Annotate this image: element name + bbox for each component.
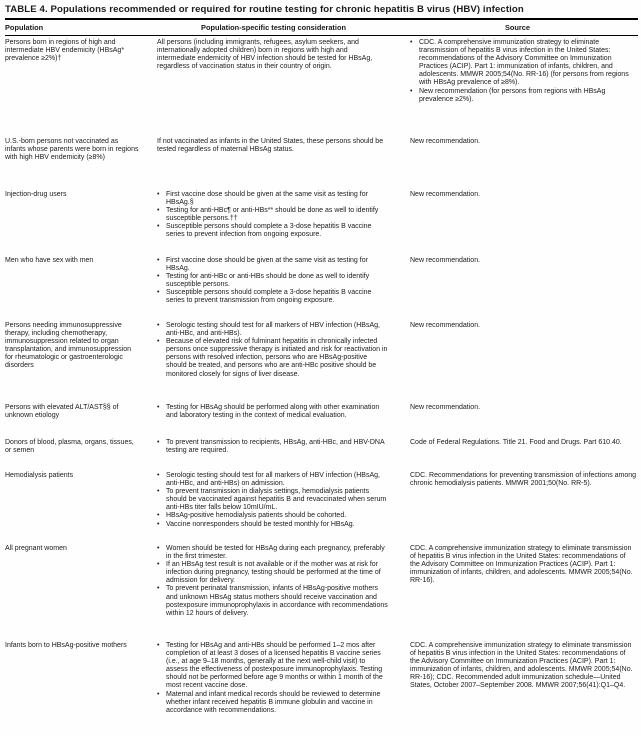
consideration-item	[157, 545, 388, 561]
bullet-icon: •	[157, 207, 160, 215]
table-rows	[5, 39, 638, 736]
source-text: CDC. A comprehensive immunization strategy to eliminate transmission of hepatitis B virus infection in the United States: recommendations of the Advisory Committee on Immunization Practices (ACIP). Part 1: immunization of infants, children, and adolescents. MMWR 2005;54(No. RR-16).	[410, 545, 633, 585]
bullet-icon: •	[157, 642, 160, 649]
source-text: CDC. A comprehensive immunization strategy to eliminate transmission of hepatitis B virus infection in the United States: recommendations of the Advisory Committee on Immunization Practices (ACIP). Part 1: immunization of infants, children, and adolescents. MMWR 2005;54(No. RR-16); CDC. Recommended adult immunization schedule—United States, October 2007–September 2008. MMWR 2007;56(41):Q1–Q4.	[410, 642, 633, 690]
considerations-cell	[150, 642, 397, 715]
source-cell	[397, 39, 638, 104]
consideration-item	[157, 207, 388, 223]
table-row	[5, 322, 638, 404]
considerations-cell	[150, 191, 397, 240]
considerations-cell	[150, 322, 397, 379]
bullet-icon: •	[157, 561, 160, 569]
consideration-text: HBsAg-positive hemodialysis patients should be cohorted.	[166, 512, 347, 520]
consideration-item	[157, 273, 388, 289]
consideration-item	[157, 289, 388, 305]
consideration-item	[157, 691, 388, 715]
header-rule	[5, 35, 638, 36]
source-cell	[397, 322, 638, 330]
consideration-text: If an HBsAg test result is not available or if the mother was at risk for infection during pregnancy, testing should be performed at the time of admission for delivery.	[166, 561, 381, 585]
considerations-cell	[150, 472, 397, 529]
table-row	[5, 191, 638, 257]
consideration-text: To prevent transmission in dialysis settings, hemodialysis patients should be vaccinated against hepatitis B and revaccinated when serum anti-HBs titer falls below 10mIU/mL.	[166, 488, 387, 512]
bullet-icon: •	[157, 273, 160, 281]
population-cell: Persons needing immunosuppressive therapy, including chemotherapy, immunosuppression related to organ transplantation, and immunosuppression for rheumatologic or gastroenterologic disorders	[5, 322, 132, 370]
table-row	[5, 138, 638, 191]
table-row	[5, 439, 638, 472]
table-row	[5, 545, 638, 642]
consideration-item	[157, 338, 388, 378]
consideration-item	[157, 521, 388, 529]
consideration-item	[157, 488, 388, 512]
source-text: New recommendation (for persons from regions with HBsAg prevalence ≥2%).	[419, 87, 606, 103]
bullet-icon: •	[157, 404, 160, 411]
bullet-icon: •	[157, 289, 160, 297]
consideration-item	[157, 512, 388, 520]
population-cell: Persons born in regions of high and intermediate HBV endemicity (HBsAg* prevalence ≥2%)†	[5, 39, 125, 63]
population-cell: All pregnant women	[5, 545, 67, 552]
consideration-text: Vaccine nonresponders should be tested monthly for HBsAg.	[166, 520, 355, 528]
consideration-text: Testing for anti-HBc¶ or anti-HBs** should be done as well to identify susceptible persons.††	[166, 207, 379, 223]
source-text: CDC. A comprehensive immunization strategy to eliminate transmission of hepatitis B virus infection in the United States: recommendations of the Advisory Committee on Immunization Practices (ACIP). Part 1: immunization of infants, children, and adolescents. MMWR 2005;54(No. RR-16) (for persons from regions with HBsAg prevalence of ≥8%).	[419, 39, 629, 87]
population-cell: Persons with elevated ALT/AST§§ of unknown etiology	[5, 404, 119, 420]
consideration-item	[157, 191, 388, 207]
population-cell: Hemodialysis patients	[5, 472, 74, 479]
considerations-cell	[150, 439, 397, 455]
source-item	[410, 88, 637, 104]
source-text: New recommendation.	[410, 138, 481, 145]
considerations-cell	[150, 138, 397, 154]
source-cell	[397, 257, 638, 265]
source-text: CDC. Recommendations for preventing transmission of infections among chronic hemodialysis patients. MMWR 2001;50(No. RR-5).	[410, 472, 637, 488]
consideration-item	[157, 257, 388, 273]
source-text: New recommendation.	[410, 322, 481, 329]
bullet-icon: •	[157, 520, 160, 528]
bullet-icon: •	[157, 585, 160, 593]
bullet-icon: •	[157, 472, 160, 479]
consideration-item	[157, 439, 388, 455]
source-cell	[397, 191, 638, 199]
source-text: Code of Federal Regulations. Title 21. Food and Drugs. Part 610.40.	[410, 439, 622, 446]
table-row	[5, 642, 638, 736]
consideration-item	[157, 585, 388, 617]
source-text: New recommendation.	[410, 404, 481, 411]
bullet-icon: •	[410, 87, 413, 95]
population-cell: Donors of blood, plasma, organs, tissues, or semen	[5, 439, 134, 455]
bullet-icon: •	[157, 257, 160, 264]
consideration-text: To prevent perinatal transmission, infants of HBsAg-positive mothers and unknown HBsAg status mothers should receive vaccination and postexposure immunoprophylaxis in accordance with recommendations within 12 hours of delivery.	[166, 585, 388, 617]
column-header-population: Population	[5, 23, 44, 32]
bullet-icon: •	[157, 690, 160, 698]
consideration-text: Testing for HBsAg should be performed along with other examination and laboratory testing in the context of medical evaluation.	[166, 404, 380, 420]
consideration-item	[157, 404, 388, 420]
table-row	[5, 472, 638, 545]
bullet-icon: •	[157, 439, 160, 446]
column-header-source: Source	[504, 23, 531, 32]
bullet-icon: •	[157, 322, 160, 329]
consideration-text: Women should be tested for HBsAg during each pregnancy, preferably in the first trimester.	[166, 545, 385, 561]
bullet-icon: •	[157, 488, 160, 496]
source-text: New recommendation.	[410, 191, 481, 198]
consideration-item	[157, 472, 388, 488]
considerations-cell	[150, 545, 397, 618]
consideration-text: If not vaccinated as infants in the United States, these persons should be tested regardless of maternal HBsAg status.	[157, 138, 384, 154]
consideration-text: To prevent transmission to recipients, HBsAg, anti-HBc, and HBV-DNA testing are required.	[166, 439, 385, 455]
considerations-cell	[150, 39, 397, 71]
table-row	[5, 257, 638, 322]
bullet-icon: •	[157, 512, 160, 520]
consideration-item	[157, 561, 388, 585]
source-cell	[397, 138, 638, 146]
consideration-text: First vaccine dose should be given at the same visit as testing for HBsAg.§	[166, 191, 368, 207]
table-row	[5, 404, 638, 439]
population-cell: Men who have sex with men	[5, 257, 94, 264]
considerations-cell	[150, 404, 397, 420]
consideration-text: Testing for anti-HBc or anti-HBs should be done as well to identify susceptible persons.	[166, 273, 370, 289]
consideration-item	[157, 642, 388, 691]
source-cell	[397, 545, 638, 585]
consideration-item	[157, 322, 388, 338]
consideration-text: Serologic testing should test for all markers of HBV infection (HBsAg, anti-HBc, and anti-HBs).	[166, 322, 380, 338]
bullet-icon: •	[157, 223, 160, 231]
bullet-icon: •	[157, 338, 160, 346]
considerations-cell	[150, 257, 397, 306]
source-cell	[397, 439, 638, 447]
column-header-consideration: Population-specific testing consideration	[201, 23, 346, 32]
source-item	[410, 39, 637, 88]
consideration-text: Serologic testing should test for all markers of HBV infection (HBsAg, anti-HBc, and anti-HBs) on admission.	[166, 472, 380, 488]
consideration-text: Because of elevated risk of fulminant hepatitis in chronically infected persons once suppressive therapy is initiated and risk for reactivation in persons with resolved infection, persons who are HBsAg-positive should be treated, and persons who are anti-HBc positive should be monitored closely for signs of liver disease.	[166, 338, 388, 378]
population-cell: U.S.-born persons not vaccinated as infants whose parents were born in regions with high HBV endemicity (≥8%)	[5, 138, 139, 162]
consideration-text: Susceptible persons should complete a 3-dose hepatitis B vaccine series to prevent infection from ongoing exposure.	[166, 223, 372, 239]
consideration-text: All persons (including immigrants, refugees, asylum seekers, and internationally adopted children) born in regions with high and intermediate endemicity of HBV infection should be tested for HBsAg, regardless of vaccination status in their country of origin.	[157, 39, 373, 71]
consideration-text: Susceptible persons should complete a 3-dose hepatitis B vaccine series to prevent transmission from ongoing exposure.	[166, 289, 372, 305]
source-text: New recommendation.	[410, 257, 481, 264]
table-title: TABLE 4. Populations recommended or required for routine testing for chronic hepatitis B virus (HBV) infection	[5, 4, 524, 15]
bullet-icon: •	[410, 39, 413, 46]
table-header-row	[5, 20, 638, 35]
bullet-icon: •	[157, 545, 160, 552]
table-row	[5, 39, 638, 138]
consideration-item	[157, 223, 388, 239]
bullet-icon: •	[157, 191, 160, 198]
consideration-text: Testing for HBsAg and anti-HBs should be performed 1–2 mos after completion of at least 3 doses of a licensed hepatitis B vaccine series (i.e., at age 9–18 months, generally at the next well-child visit) to assess the effectiveness of postexposure immunoprophylaxis. Testing should not be performed before age 9 months or within 1 month of the most recent vaccine dose.	[166, 642, 383, 690]
consideration-text: First vaccine dose should be given at the same visit as testing for HBsAg.	[166, 257, 368, 273]
source-cell	[397, 642, 638, 691]
population-cell: Injection-drug users	[5, 191, 67, 198]
source-cell	[397, 404, 638, 412]
consideration-text: Maternal and infant medical records should be reviewed to determine whether infant received hepatitis B immune globulin and vaccine in accordance with recommendations.	[166, 690, 381, 714]
population-cell: Infants born to HBsAg-positive mothers	[5, 642, 127, 649]
source-cell	[397, 472, 638, 488]
